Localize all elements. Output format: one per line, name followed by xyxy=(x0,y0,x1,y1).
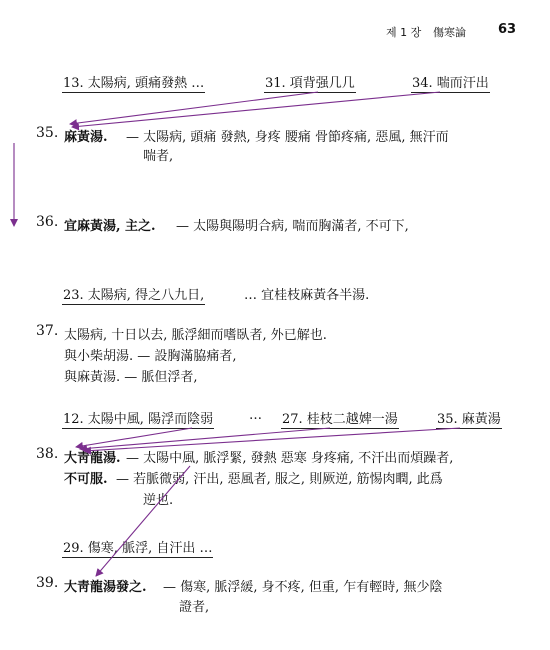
ref-23: 23. 太陽病, 得之八九日, xyxy=(62,284,205,305)
para-37-line-3: 與麻黃湯. — 脈但浮者, xyxy=(64,370,198,385)
ref-35: 35. 麻黃湯 xyxy=(436,408,502,429)
para-38-number: 38. xyxy=(36,446,59,462)
ref-27: 27. 桂枝二越婢一湯 xyxy=(281,408,399,429)
para-38-line-1: — 太陽中風, 脈浮緊, 發熱 惡寒 身疼痛, 不汗出而煩躁者, xyxy=(126,451,454,466)
para-38-line-2: — 若脈微弱, 汗出, 惡風者, 服之, 則厥逆, 筋惕肉瞤, 此爲 xyxy=(116,472,443,487)
arrow-31-to-35 xyxy=(70,92,318,124)
para-39-number: 39. xyxy=(36,575,59,591)
para-38-line-2-heading: 不可服. xyxy=(64,472,108,487)
ref-31: 31. 項背强几几 xyxy=(264,72,356,93)
para-36-heading: 宜麻黃湯, 主之. xyxy=(64,219,156,234)
para-39-line-1: — 傷寒, 脈浮緩, 身不疼, 但重, 乍有輕時, 無少陰 xyxy=(163,580,443,595)
para-36-number: 36. xyxy=(36,214,59,230)
ref-13: 13. 太陽病, 頭痛發熱 … xyxy=(62,72,205,93)
chapter-label: 제 1 장 xyxy=(386,26,422,39)
para-36-line-1: — 太陽與陽明合病, 喘而胸滿者, 不可下, xyxy=(176,219,409,234)
para-38-heading: 大靑龍湯. xyxy=(64,451,121,466)
para-39-heading: 大靑龍湯發之. xyxy=(64,580,147,595)
para-37-number: 37. xyxy=(36,323,59,339)
ref-29: 29. 傷寒, 脈浮, 自汗出 … xyxy=(62,537,213,558)
page-number: 63 xyxy=(498,22,517,37)
para-37-line-1: 太陽病, 十日以去, 脈浮細而嗜臥者, 外已解也. xyxy=(64,328,327,343)
para-35-number: 35. xyxy=(36,125,59,141)
para-35-line-2: 喘者, xyxy=(143,149,174,164)
book-title: 傷寒論 xyxy=(433,26,466,39)
ref-23-tail: … 宜桂枝麻黃各半湯. xyxy=(244,288,370,303)
para-38-line-3: 逆也. xyxy=(143,493,174,508)
para-37-line-2: 與小柴胡湯. — 設胸滿脇痛者, xyxy=(64,349,237,364)
ref-12: 12. 太陽中風, 陽浮而陰弱 xyxy=(62,408,214,429)
para-39-line-2: 證者, xyxy=(179,600,210,615)
arrow-35-to-38 xyxy=(84,428,460,451)
arrow-38-to-39 xyxy=(96,466,190,576)
para-35-heading: 麻黃湯. xyxy=(64,130,108,145)
arrow-34-to-35 xyxy=(72,92,440,127)
ref-12-ellipsis: … xyxy=(249,408,262,423)
para-35-line-1: — 太陽病, 頭痛 發熱, 身疼 腰痛 骨節疼痛, 惡風, 無汗而 xyxy=(126,130,449,145)
ref-34: 34. 喘而汗出 xyxy=(411,72,490,93)
